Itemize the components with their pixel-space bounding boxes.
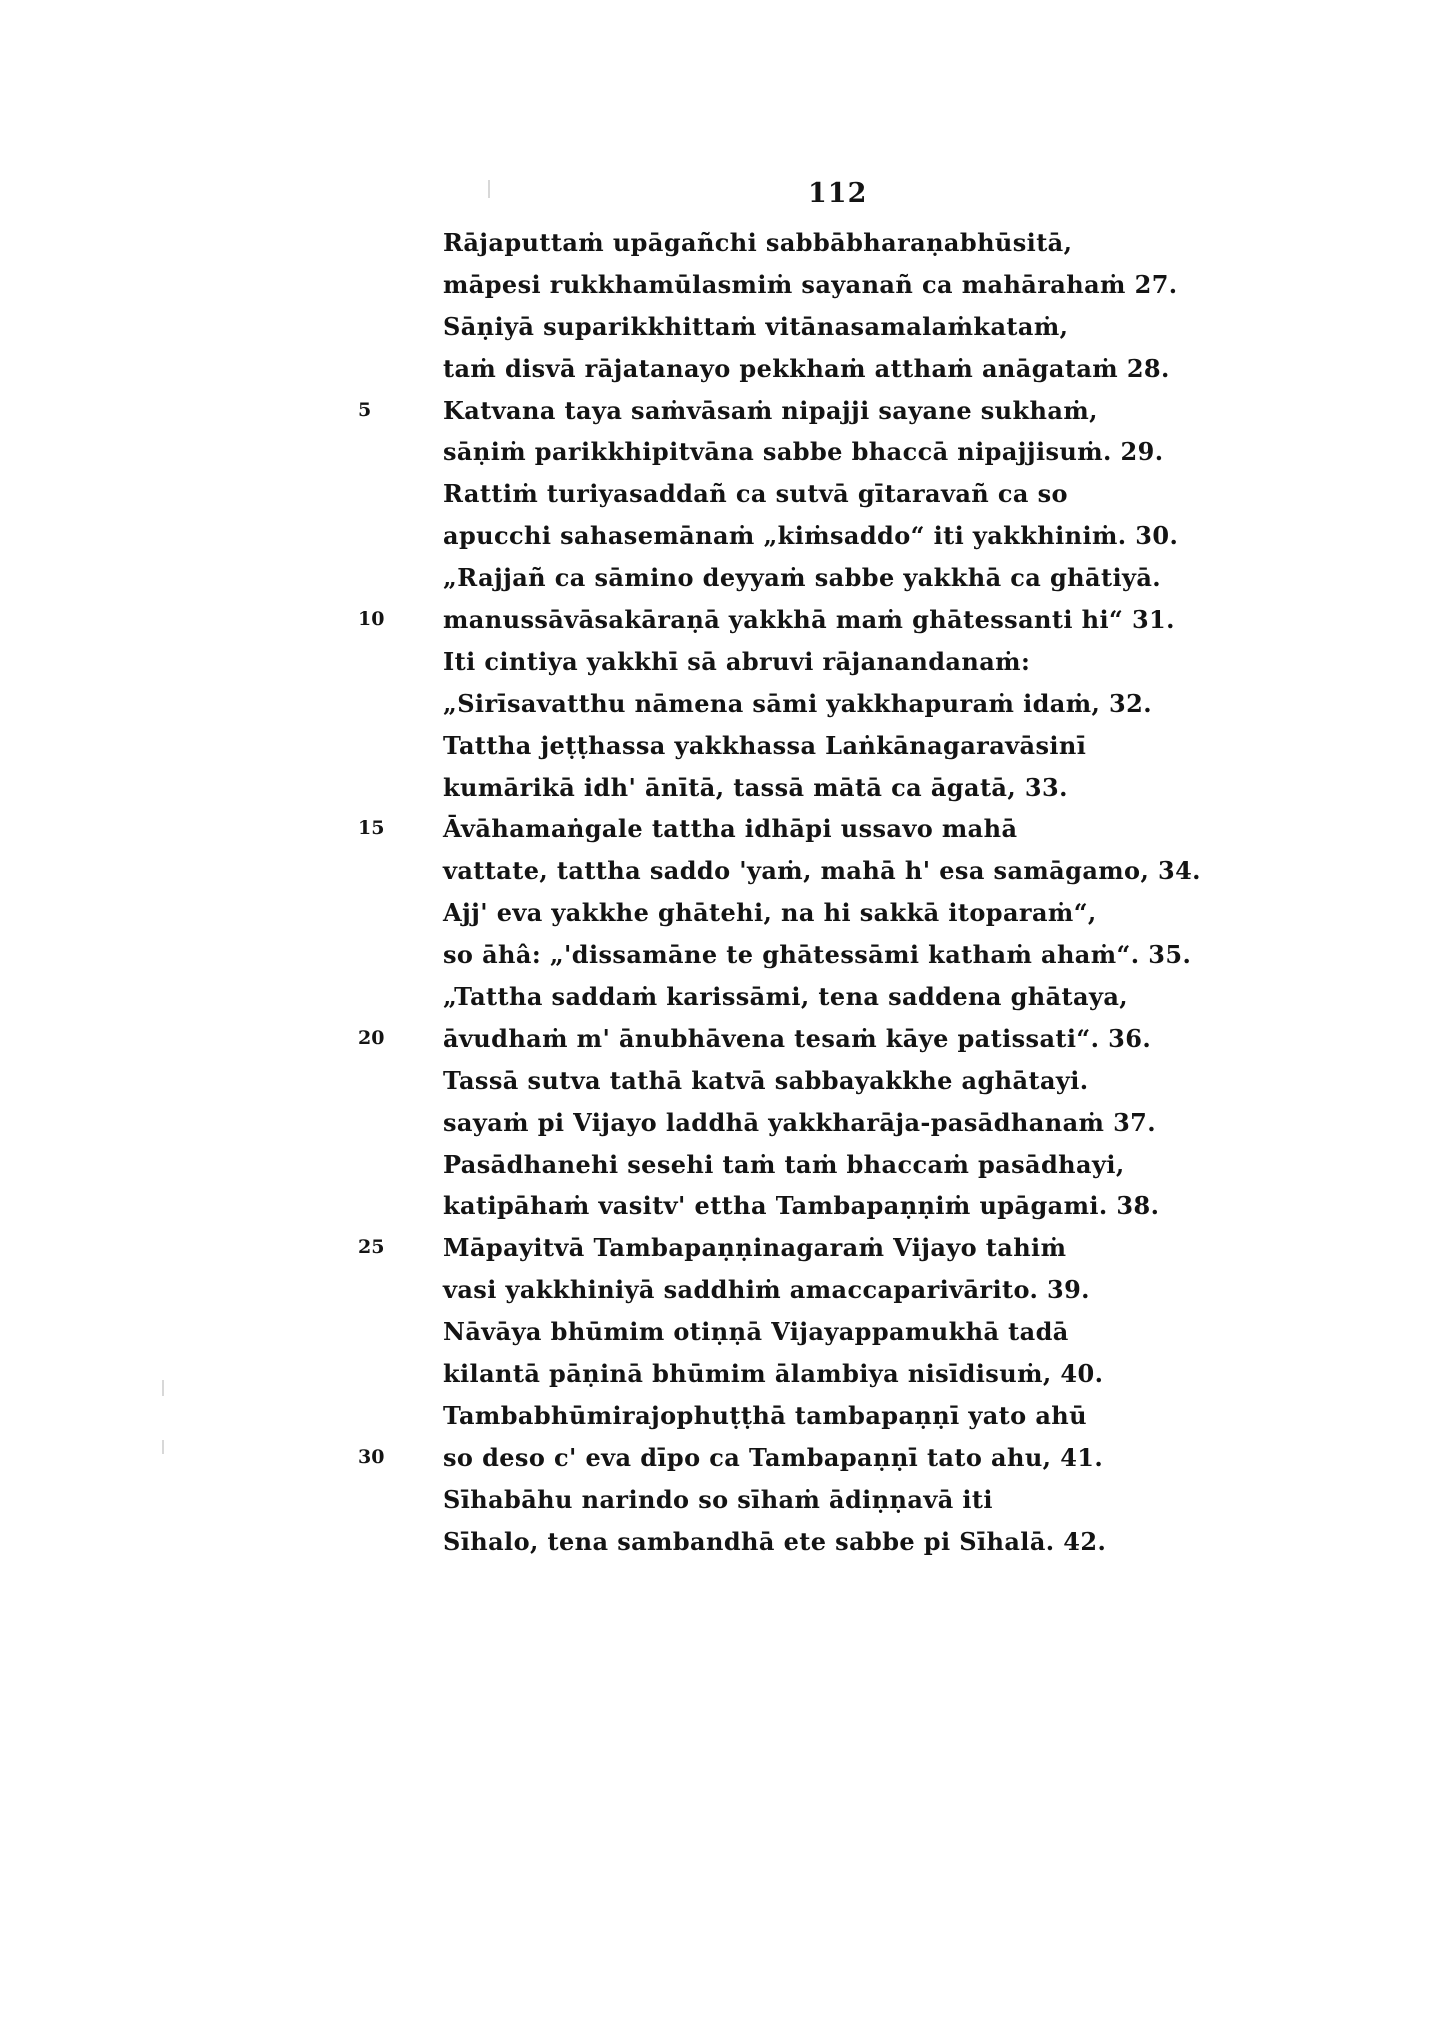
scan-mark [488,180,490,198]
verse-line [0,390,1440,432]
verse-line [0,515,1440,557]
verse-text: kumārikā idh' ānītā, tassā mātā ca āgatā, 33. [443,772,1068,802]
verse-text: māpesi rukkhamūlasmiṁ sayanañ ca mahārahaṁ 27. [443,269,1178,299]
verse-text: Rājaputtaṁ upāgañchi sabbābharaṇabhūsitā, [443,228,1073,257]
verse-text: so āhâ: „'dissamāne te ghātessāmi kathaṁ ahaṁ“. 35. [443,940,1192,970]
line-number: 30 [358,1445,385,1468]
verse-block [0,222,1440,1563]
verse-line [0,1395,1440,1437]
verse-text: Sīhalo, tena sambandhā ete sabbe pi Sīhalā. 42. [443,1526,1107,1556]
verse-text: katipāhaṁ vasitv' ettha Tambapaṇṇiṁ upāgami. 38. [443,1191,1160,1221]
verse-line [0,683,1440,725]
verse-line [0,1185,1440,1227]
verse-line [0,641,1440,683]
verse-text: Āvāhamaṅgale tattha idhāpi ussavo mahā [443,814,1018,844]
verse-line [0,934,1440,976]
verse-line [0,1311,1440,1353]
verse-line [0,222,1440,264]
verse-text: „Rajjañ ca sāmino deyyaṁ sabbe yakkhā ca ghātiyā. [443,563,1162,593]
verse-text: Katvana taya saṁvāsaṁ nipajji sayane sukhaṁ, [443,395,1098,425]
verse-line [0,1227,1440,1269]
verse-text: „Tattha saddaṁ karissāmi, tena saddena ghātaya, [443,982,1129,1012]
verse-text: apucchi sahasemānaṁ „kiṁsaddo“ iti yakkhiniṁ. 30. [443,521,1179,551]
verse-text: so deso c' eva dīpo ca Tambapaṇṇī tato ahu, 41. [443,1442,1104,1472]
verse-line [0,1479,1440,1521]
verse-text: Sīhabāhu narindo so sīhaṁ ādiṇṇavā iti [443,1484,993,1514]
verse-text: taṁ disvā rājatanayo pekkhaṁ atthaṁ anāgataṁ 28. [443,353,1170,383]
line-number: 25 [358,1236,385,1259]
verse-line [0,725,1440,767]
verse-line [0,1437,1440,1479]
line-number: 5 [358,398,372,421]
verse-line [0,473,1440,515]
verse-text: manussāvāsakāraṇā yakkhā maṁ ghātessanti hi“ 31. [443,605,1175,635]
verse-line [0,1521,1440,1563]
verse-line [0,1353,1440,1395]
verse-text: Māpayitvā Tambapaṇṇinagaraṁ Vijayo tahiṁ [443,1233,1067,1263]
verse-text: „Sirīsavatthu nāmena sāmi yakkhapuraṁ idaṁ, 32. [443,688,1152,718]
verse-text: Tambabhūmirajophuṭṭhā tambapaṇṇī yato ahū [443,1400,1087,1430]
verse-line [0,1269,1440,1311]
verse-line [0,557,1440,599]
verse-line [0,431,1440,473]
verse-line [0,892,1440,934]
page-number: 112 [808,178,868,209]
verse-text: sāṇiṁ parikkhipitvāna sabbe bhaccā nipajjisuṁ. 29. [443,437,1164,467]
verse-line [0,767,1440,809]
verse-text: Pasādhanehi sesehi taṁ taṁ bhaccaṁ pasādhayi, [443,1149,1125,1179]
verse-line [0,348,1440,390]
verse-text: Tattha jeṭṭhassa yakkhassa Laṅkānagaravāsinī [443,730,1087,760]
verse-line [0,976,1440,1018]
verse-text: vattate, tattha saddo 'yaṁ, mahā h' esa samāgamo, 34. [443,856,1201,886]
verse-text: āvudhaṁ m' ānubhāvena tesaṁ kāye patissati“. 36. [443,1023,1152,1053]
line-number: 10 [358,608,385,631]
verse-line [0,1060,1440,1102]
verse-text: vasi yakkhiniyā saddhiṁ amaccaparivārito. 39. [443,1275,1090,1305]
verse-text: sayaṁ pi Vijayo laddhā yakkharāja-pasādhanaṁ 37. [443,1107,1157,1137]
line-number: 20 [358,1026,385,1049]
verse-line [0,1144,1440,1186]
verse-text: Ajj' eva yakkhe ghātehi, na hi sakkā itoparaṁ“, [443,898,1097,928]
verse-text: kilantā pāṇinā bhūmim ālambiya nisīdisuṁ, 40. [443,1359,1104,1389]
verse-line [0,808,1440,850]
line-number: 15 [358,817,385,840]
verse-line [0,850,1440,892]
verse-text: Nāvāya bhūmim otiṇṇā Vijayappamukhā tadā [443,1317,1069,1347]
verse-text: Tassā sutva tathā katvā sabbayakkhe aghātayi. [443,1065,1089,1095]
verse-line [0,306,1440,348]
verse-text: Sāṇiyā suparikkhittaṁ vitānasamalaṁkataṁ, [443,311,1069,341]
verse-text: Iti cintiya yakkhī sā abruvi rājanandanaṁ: [443,646,1031,676]
verse-line [0,1018,1440,1060]
verse-line [0,264,1440,306]
verse-text: Rattiṁ turiyasaddañ ca sutvā gītaravañ ca so [443,479,1068,509]
verse-line [0,599,1440,641]
verse-line [0,1102,1440,1144]
